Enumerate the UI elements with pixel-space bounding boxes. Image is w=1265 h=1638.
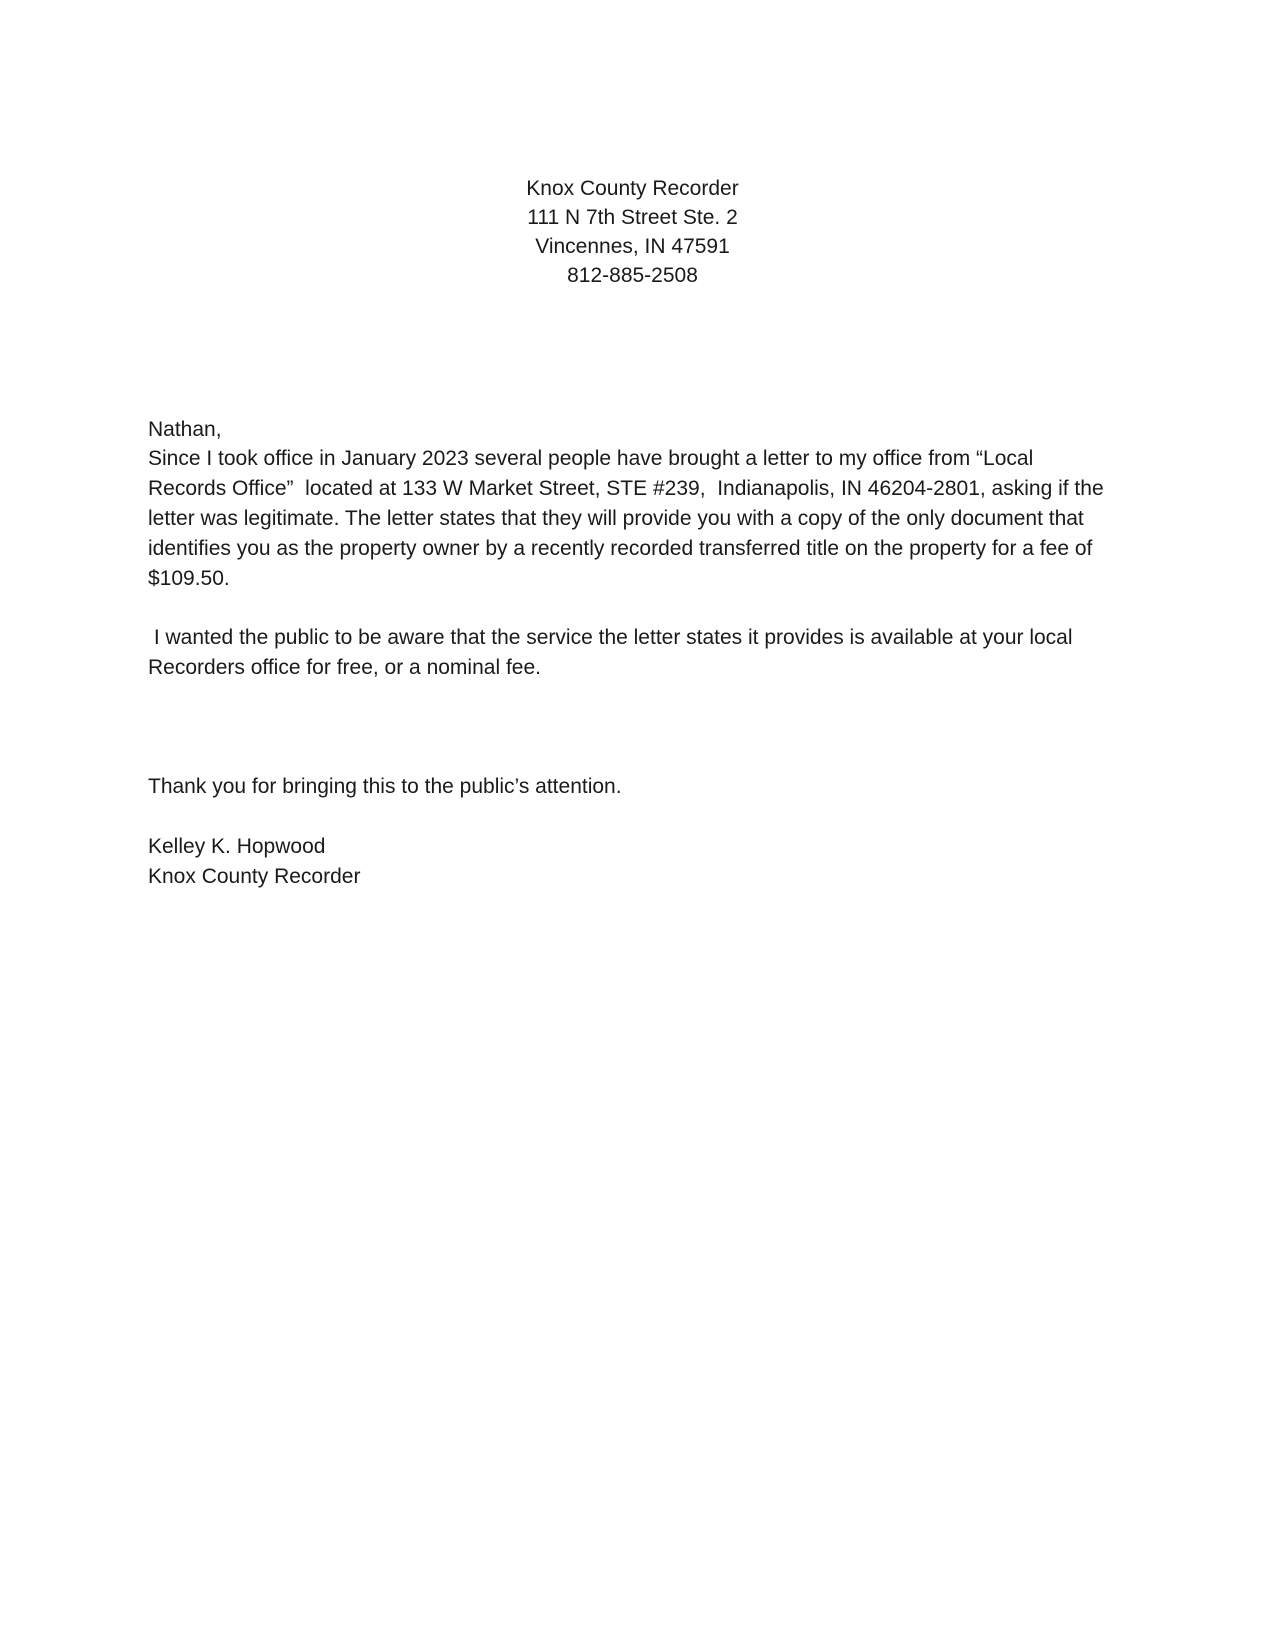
body-paragraph-2: I wanted the public to be aware that the service the letter states it provides is available at your local Recorders office for free, or a nominal fee. [148,626,1079,679]
salutation: Nathan, [148,418,222,441]
signature-block [148,832,1108,892]
signature-name: Kelley K. Hopwood [148,835,326,858]
letterhead-phone: 812-885-2508 [567,264,698,287]
letterhead-office: Knox County Recorder [526,177,739,200]
body-paragraph-1: Since I took office in January 2023 several people have brought a letter to my office from “Local Records Office” located at 133 W Market Street, STE #239, Indianapolis, IN 46204-2801, asking if the letter was legitimate. The letter states that they will provide you with a copy of the only document that identifies you as the property owner by a recently recorded transferred title on the property for a fee of $109.50. [148,447,1110,590]
letterhead-city: Vincennes, IN 47591 [535,235,730,258]
signature-title: Knox County Recorder [148,865,361,888]
letterhead [0,174,1265,290]
letterhead-street: 111 N 7th Street Ste. 2 [527,206,738,229]
closing-line: Thank you for bringing this to the public’s attention. [148,775,622,798]
